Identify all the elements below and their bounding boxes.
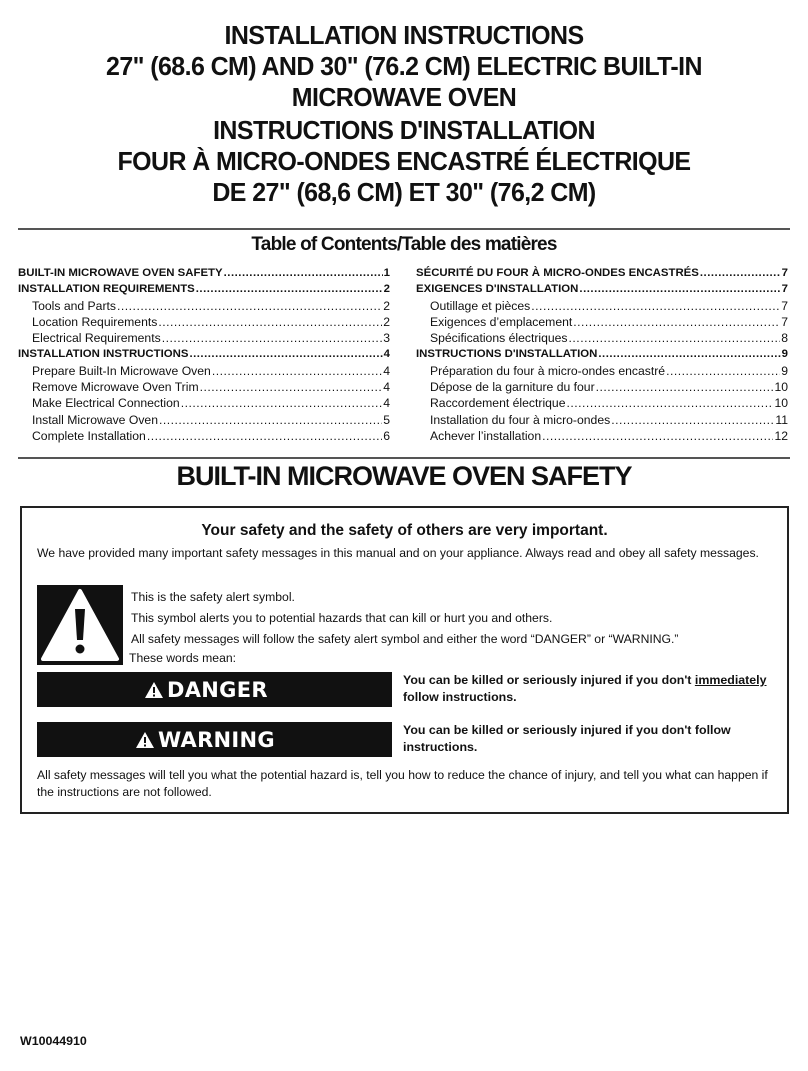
- toc-divider: [18, 457, 790, 459]
- toc-entry-page: 6: [383, 428, 390, 443]
- toc-leader-dots: [196, 281, 383, 297]
- toc-entry-label: Installation du four à micro-ondes: [430, 412, 611, 427]
- toc-entry-label: Prepare Built-In Microwave Oven: [32, 363, 211, 378]
- toc-leader-dots: [531, 298, 780, 314]
- toc-leader-dots: [567, 395, 774, 411]
- toc-leader-dots: [569, 330, 781, 346]
- toc-entry: [416, 281, 788, 297]
- toc-entry: [18, 428, 390, 444]
- title-line: MICROWAVE OVEN: [291, 82, 517, 112]
- toc-entry-page: 2: [383, 283, 390, 296]
- toc-leader-dots: [598, 346, 780, 362]
- danger-description: [403, 672, 783, 706]
- warning-alert-icon: [135, 731, 155, 749]
- toc-entry-label: Achever l’installation: [430, 428, 542, 443]
- danger-alert-icon: [144, 681, 164, 699]
- title-line: FOUR À MICRO-ONDES ENCASTRÉ ÉLECTRIQUE: [117, 146, 691, 176]
- danger-banner: [37, 672, 392, 707]
- toc-entry-label: Install Microwave Oven: [32, 412, 158, 427]
- toc-leader-dots: [700, 265, 781, 281]
- toc-entry-page: 11: [775, 412, 788, 427]
- toc-entry-label: Remove Microwave Oven Trim: [32, 380, 199, 395]
- toc-heading: Table of Contents/Table des matières: [251, 234, 557, 255]
- toc-entry: [416, 265, 788, 281]
- title-line: 27" (68.6 CM) AND 30" (76.2 CM) ELECTRIC BUILT-IN: [106, 51, 702, 81]
- toc-entry-page: 9: [781, 348, 788, 361]
- toc-entry-label: INSTALLATION REQUIREMENTS: [18, 283, 195, 296]
- toc-entry-page: 10: [774, 380, 788, 395]
- toc-entry: [416, 330, 788, 346]
- toc-entry-label: Make Electrical Connection: [32, 396, 180, 411]
- toc-leader-dots: [573, 314, 780, 330]
- toc-entry-label: EXIGENCES D'INSTALLATION: [416, 283, 579, 296]
- toc-entry-label: Dépose de la garniture du four: [430, 380, 595, 395]
- toc-entry-page: 5: [383, 412, 390, 427]
- toc-leader-dots: [147, 428, 382, 444]
- title-line: DE 27" (68,6 CM) ET 30" (76,2 CM): [212, 177, 596, 207]
- toc-french-column: [416, 265, 788, 444]
- toc-entry: [18, 298, 390, 314]
- toc-entry-page: 4: [383, 396, 390, 411]
- toc-entry: [18, 265, 390, 281]
- title-french: [16, 115, 792, 208]
- toc-entry-page: 10: [774, 396, 788, 411]
- document-number: W10044910: [20, 1034, 87, 1048]
- warning-banner: [37, 722, 392, 757]
- warning-description: You can be killed or seriously injured if you don't follow instructions.: [403, 723, 731, 754]
- toc-leader-dots: [159, 412, 382, 428]
- toc-leader-dots: [212, 363, 382, 379]
- toc-leader-dots: [200, 379, 383, 395]
- toc-entry-label: Electrical Requirements: [32, 331, 161, 346]
- title-block: [0, 20, 808, 208]
- alert-description: [131, 587, 771, 666]
- toc-entry-label: BUILT-IN MICROWAVE OVEN SAFETY: [18, 267, 223, 279]
- toc-entry: [416, 314, 788, 330]
- toc-entry-label: Outillage et pièces: [430, 298, 531, 313]
- safety-intro: We have provided many important safety messages in this manual and on your appliance. Always read and obey all safety messages.: [37, 546, 759, 560]
- toc-entry: [18, 281, 390, 297]
- toc-entry-label: Raccordement électrique: [430, 396, 566, 411]
- toc-entry: [18, 363, 390, 379]
- toc-entry-page: 7: [781, 267, 788, 279]
- toc-entry: [416, 395, 788, 411]
- toc-entry: [18, 379, 390, 395]
- toc-entry: [18, 412, 390, 428]
- toc-entry: [18, 346, 390, 362]
- toc-leader-dots: [542, 428, 773, 444]
- toc-entry-page: 12: [774, 428, 788, 443]
- toc-entry-page: 8: [781, 331, 788, 346]
- toc-leader-dots: [181, 395, 383, 411]
- toc-entry-page: 7: [781, 283, 788, 296]
- toc-entry: [416, 428, 788, 444]
- safety-alert-icon: [37, 585, 123, 665]
- toc-entry-page: 1: [383, 267, 390, 279]
- toc-entry: [416, 298, 788, 314]
- toc-entry: [18, 314, 390, 330]
- toc-leader-dots: [596, 379, 774, 395]
- toc-entry-label: Exigences d’emplacement: [430, 314, 573, 329]
- toc-leader-dots: [158, 314, 382, 330]
- warning-label: WARNING: [158, 727, 275, 752]
- danger-desc-emphasis: immediately: [694, 673, 767, 687]
- toc-entry-label: Complete Installation: [32, 428, 146, 443]
- toc-leader-dots: [579, 281, 780, 297]
- toc-entry-label: Location Requirements: [32, 314, 158, 329]
- toc-entry-label: Préparation du four à micro-ondes encastré: [430, 363, 666, 378]
- danger-label: DANGER: [167, 677, 268, 702]
- toc-entry-page: 4: [383, 380, 390, 395]
- alert-line: These words mean:: [129, 651, 237, 665]
- title-line: INSTRUCTIONS D'INSTALLATION: [213, 115, 595, 145]
- toc-entry-page: 7: [781, 298, 788, 313]
- safety-box: [20, 506, 789, 814]
- toc-entry-label: INSTALLATION INSTRUCTIONS: [18, 348, 189, 361]
- toc-entry-page: 7: [781, 314, 788, 329]
- toc-entry: [18, 395, 390, 411]
- danger-desc-end: follow instructions.: [403, 690, 517, 704]
- toc-entry-page: 2: [383, 298, 390, 313]
- toc-entry-page: 2: [383, 314, 390, 329]
- section-heading: BUILT-IN MICROWAVE OVEN SAFETY: [176, 461, 632, 491]
- toc-entry-page: 4: [383, 348, 390, 361]
- toc-entry: [416, 346, 788, 362]
- toc-entry-page: 3: [383, 331, 390, 346]
- toc-leader-dots: [666, 363, 780, 379]
- toc-entry: [416, 379, 788, 395]
- toc-leader-dots: [162, 330, 383, 346]
- alert-line: This symbol alerts you to potential hazards that can kill or hurt you and others.: [131, 611, 553, 625]
- safety-closing: All safety messages will tell you what the potential hazard is, tell you how to reduce the chance of injury, and tell you what can happen if the instructions are not followed.: [37, 768, 768, 799]
- toc-entry-label: SÉCURITÉ DU FOUR À MICRO-ONDES ENCASTRÉS: [416, 267, 699, 279]
- toc-leader-dots: [117, 298, 382, 314]
- toc-entry-label: INSTRUCTIONS D'INSTALLATION: [416, 348, 598, 361]
- toc-entry: [18, 330, 390, 346]
- toc-entry-page: 9: [781, 363, 788, 378]
- toc-leader-dots: [224, 265, 383, 281]
- toc-entry: [416, 412, 788, 428]
- title-line: INSTALLATION INSTRUCTIONS: [224, 20, 584, 50]
- toc-leader-dots: [189, 346, 382, 362]
- toc-leader-dots: [611, 412, 774, 428]
- top-divider: [18, 228, 790, 230]
- toc-entry: [416, 363, 788, 379]
- title-english: [16, 20, 792, 113]
- danger-desc-start: You can be killed or seriously injured if you don't: [403, 673, 695, 687]
- safety-box-heading: Your safety and the safety of others are very important.: [201, 522, 608, 539]
- alert-line: This is the safety alert symbol.: [131, 590, 295, 604]
- toc-english-column: [18, 265, 390, 444]
- toc-entry-page: 4: [383, 363, 390, 378]
- toc-entry-label: Spécifications électriques: [430, 331, 568, 346]
- alert-line: All safety messages will follow the safety alert symbol and either the word “DANGER” or “WARNING.”: [131, 632, 679, 646]
- toc-entry-label: Tools and Parts: [32, 298, 117, 313]
